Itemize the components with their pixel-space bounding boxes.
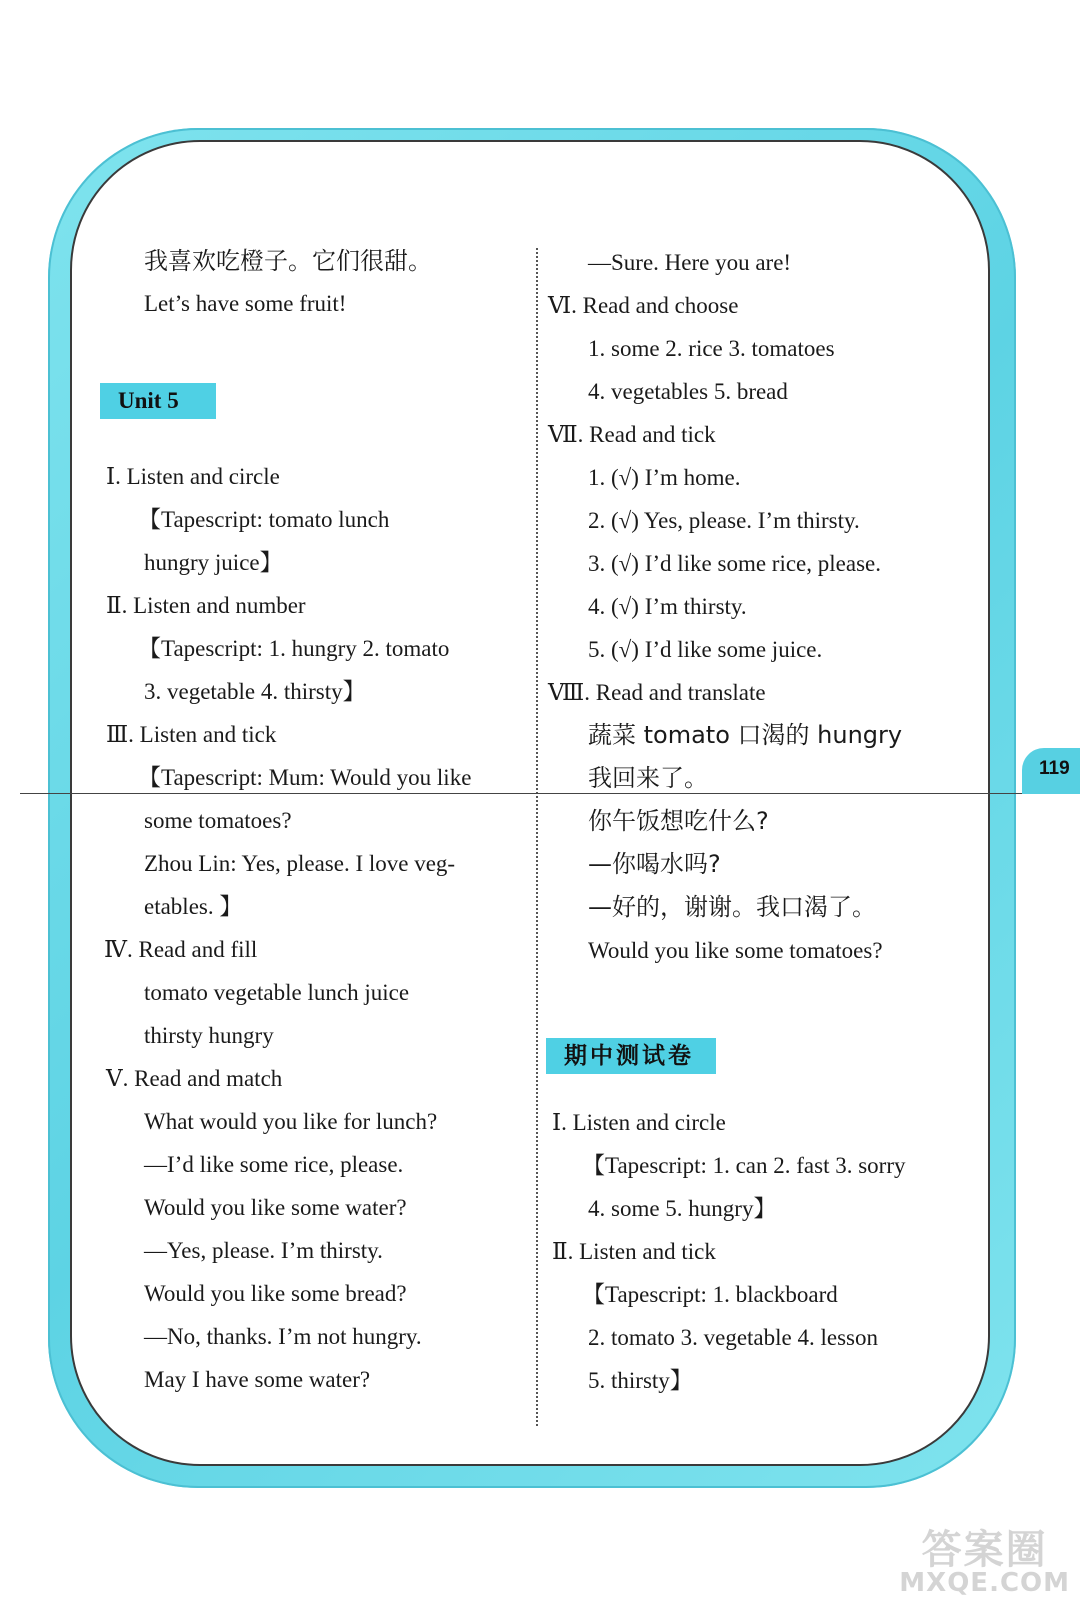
answer-line: 3. (√) I’d like some rice, please. <box>588 551 881 576</box>
answer-line: —好的，谢谢。我口渴了。 <box>588 893 876 921</box>
answer-line: 4. vegetables 5. bread <box>588 379 788 404</box>
page-number: 119 <box>1039 758 1070 779</box>
answer-line: tomato vegetable lunch juice <box>144 980 410 1005</box>
tapescript-line: Zhou Lin: Yes, please. I love veg- <box>144 851 456 876</box>
answer-line: 蔬菜 tomato 口渴的 hungry <box>588 721 903 749</box>
section-heading: Ⅳ. Read and fill <box>104 937 258 962</box>
page-frame <box>70 140 990 1466</box>
answer-line: 2. (√) Yes, please. I’m thirsty. <box>588 508 860 533</box>
tapescript-line: 5. thirsty】 <box>588 1368 693 1393</box>
watermark-logo <box>899 1527 1070 1598</box>
tapescript-line: 【Tapescript: Mum: Would you like <box>138 765 472 790</box>
section-heading: Ⅵ. Read and choose <box>548 293 739 318</box>
answer-line: —Sure. Here you are! <box>588 250 792 275</box>
tapescript-line: 2. tomato 3. vegetable 4. lesson <box>588 1325 878 1350</box>
watermark-text: 答案圈 <box>921 1527 1048 1573</box>
midterm-badge: 期中测试卷 <box>546 1038 716 1074</box>
answer-line: 你午饭想吃什么? <box>588 807 769 835</box>
section-heading: Ⅷ. Read and translate <box>548 680 766 705</box>
section-heading: Ⅰ. Listen and circle <box>106 464 280 489</box>
answer-line: —Yes, please. I’m thirsty. <box>144 1238 383 1263</box>
unit-badge: Unit 5 <box>100 383 216 419</box>
tapescript-line: some tomatoes? <box>144 808 292 833</box>
tapescript-line: 【Tapescript: 1. blackboard <box>582 1282 838 1307</box>
tapescript-line: etables. 】 <box>144 894 243 919</box>
tapescript-line: 【Tapescript: 1. can 2. fast 3. sorry <box>582 1153 906 1178</box>
answer-line: Let’s have some fruit! <box>144 291 347 316</box>
watermark-url: MXQE.COM <box>899 1568 1070 1598</box>
answer-line: 我喜欢吃橙子。它们很甜。 <box>144 247 432 275</box>
fold-line <box>20 793 1045 794</box>
section-heading: Ⅴ. Read and match <box>106 1066 283 1091</box>
answer-line: —No, thanks. I’m not hungry. <box>144 1324 422 1349</box>
answer-line: 1. (√) I’m home. <box>588 465 741 490</box>
tapescript-line: hungry juice】 <box>144 550 283 575</box>
answer-line: May I have some water? <box>144 1367 371 1392</box>
tapescript-line: 4. some 5. hungry】 <box>588 1196 777 1221</box>
section-heading: Ⅱ. Listen and number <box>106 593 306 618</box>
tapescript-line: 3. vegetable 4. thirsty】 <box>144 679 366 704</box>
section-heading: Ⅶ. Read and tick <box>548 422 716 447</box>
answer-line: What would you like for lunch? <box>144 1109 438 1134</box>
answer-line: 我回来了。 <box>588 764 708 792</box>
answer-line: Would you like some bread? <box>144 1281 407 1306</box>
answer-line: 4. (√) I’m thirsty. <box>588 594 747 619</box>
column-divider <box>536 248 538 1426</box>
answer-line: Would you like some water? <box>144 1195 407 1220</box>
answer-line: 1. some 2. rice 3. tomatoes <box>588 336 835 361</box>
section-heading: Ⅱ. Listen and tick <box>552 1239 716 1264</box>
answer-line: —I’d like some rice, please. <box>144 1152 404 1177</box>
section-heading: Ⅲ. Listen and tick <box>106 722 277 747</box>
answer-line: —你喝水吗? <box>588 850 721 878</box>
answer-line: thirsty hungry <box>144 1023 274 1048</box>
tapescript-line: 【Tapescript: tomato lunch <box>138 507 390 532</box>
section-heading: Ⅰ. Listen and circle <box>552 1110 726 1135</box>
answer-line: 5. (√) I’d like some juice. <box>588 637 823 662</box>
tapescript-line: 【Tapescript: 1. hungry 2. tomato <box>138 636 450 661</box>
answer-line: Would you like some tomatoes? <box>588 938 883 963</box>
